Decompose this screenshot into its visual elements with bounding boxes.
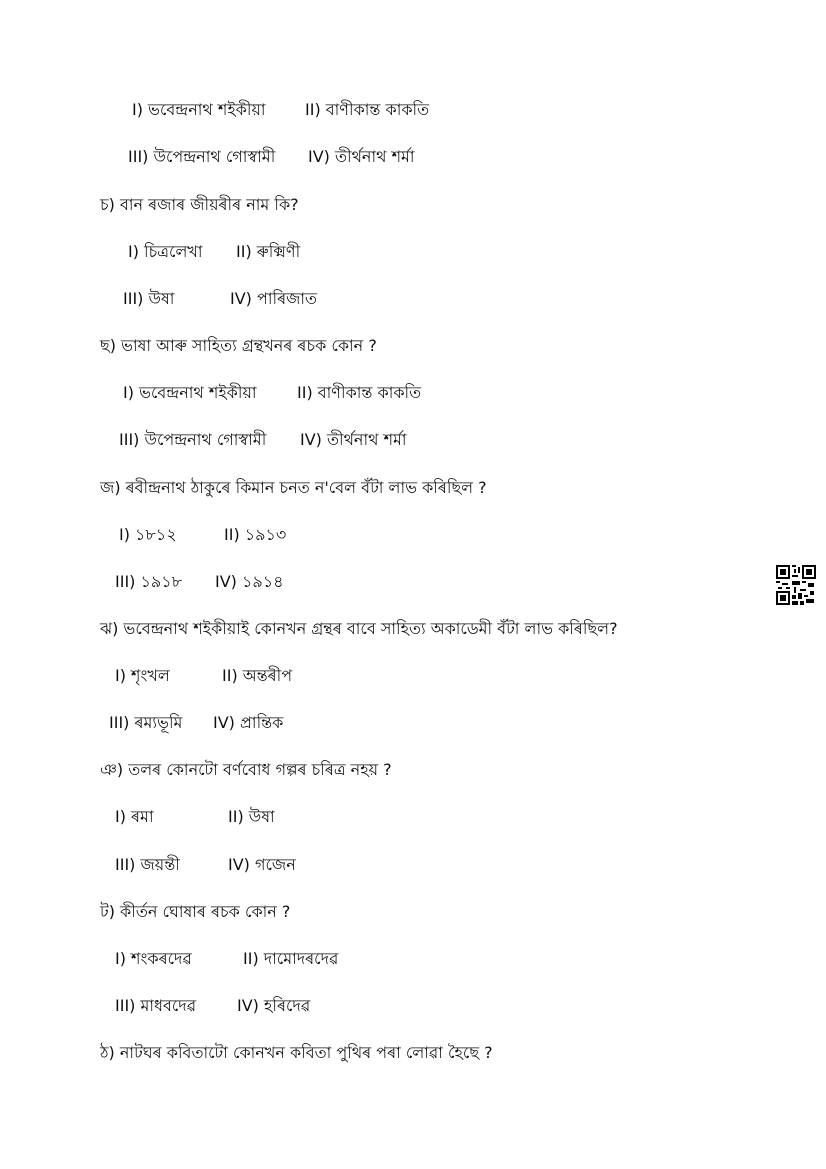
question-text: চ) বান ৰজাৰ জীয়ৰীৰ নাম কি? [100, 195, 299, 214]
question-text: ট) কীৰ্তন ঘোষাৰ ৰচক কোন ? [100, 902, 291, 921]
option-1: I) ১৮১২ [119, 525, 177, 544]
option-2: II) বাণীকান্ত কাকতি [305, 100, 430, 119]
option-4: IV) পাৰিজাত [230, 289, 318, 308]
option-1: I) ভবেন্দ্ৰনাথ শইকীয়া [132, 100, 266, 119]
option-1: I) শংকৰদেৱ [115, 949, 192, 968]
option-4: IV) ১৯১৪ [215, 572, 284, 591]
option-1: I) ৰমা [115, 807, 154, 826]
option-2: II) ৰুক্মিণী [236, 242, 301, 261]
option-4: IV) হৰিদেৱ [237, 996, 311, 1015]
option-2: II) ১৯১৩ [224, 525, 287, 544]
option-1: I) ভবেন্দ্ৰনাথ শইকীয়া [123, 383, 257, 402]
option-4: IV) তীৰ্থনাথ শৰ্মা [308, 147, 415, 166]
option-2: II) উষা [228, 807, 275, 826]
option-3: III) উপেন্দ্ৰনাথ গোস্বামী [128, 147, 276, 166]
question-text: ঞ) তলৰ কোনটো বৰ্ণবোধ গল্পৰ চৰিত্ৰ নহয় ? [100, 760, 392, 779]
question-text: ছ) ভাষা আৰু সাহিত্য গ্ৰন্থখনৰ ৰচক কোন ? [100, 336, 377, 355]
option-3: III) জয়ন্তী [115, 855, 180, 874]
option-3: III) উপেন্দ্ৰনাথ গোস্বামী [119, 430, 267, 449]
option-2: II) দামোদৰদেৱ [243, 949, 339, 968]
question-text: ঝ) ভবেন্দ্ৰনাথ শইকীয়াই কোনখন গ্ৰন্থৰ বাবে সাহিত্য অকাডেমী বঁটা লাভ কৰিছিল? [100, 619, 618, 638]
option-3: III) ১৯১৮ [115, 572, 183, 591]
question-text: ঠ) নাটঘৰ কবিতাটো কোনখন কবিতা পুথিৰ পৰা লোৱা হৈছে ? [100, 1043, 493, 1062]
option-3: III) মাধবদেৱ [115, 996, 197, 1015]
option-3: III) ৰম্যভূমি [109, 713, 183, 732]
option-2: II) বাণীকান্ত কাকতি [297, 383, 422, 402]
option-4: IV) প্ৰান্তিক [213, 713, 284, 732]
option-4: IV) তীৰ্থনাথ শৰ্মা [300, 430, 407, 449]
question-text: জ) ৰবীন্দ্ৰনাথ ঠাকুৰে কিমান চনত ন'বেল বঁটা লাভ কৰিছিল ? [100, 478, 487, 497]
option-4: IV) গজেন [228, 855, 296, 874]
option-1: I) চিত্ৰলেখা [128, 242, 203, 261]
qr-code-icon [776, 565, 816, 605]
option-1: I) শৃংখল [115, 666, 170, 685]
option-3: III) উষা [123, 289, 175, 308]
option-2: II) অন্তৰীপ [222, 666, 293, 685]
